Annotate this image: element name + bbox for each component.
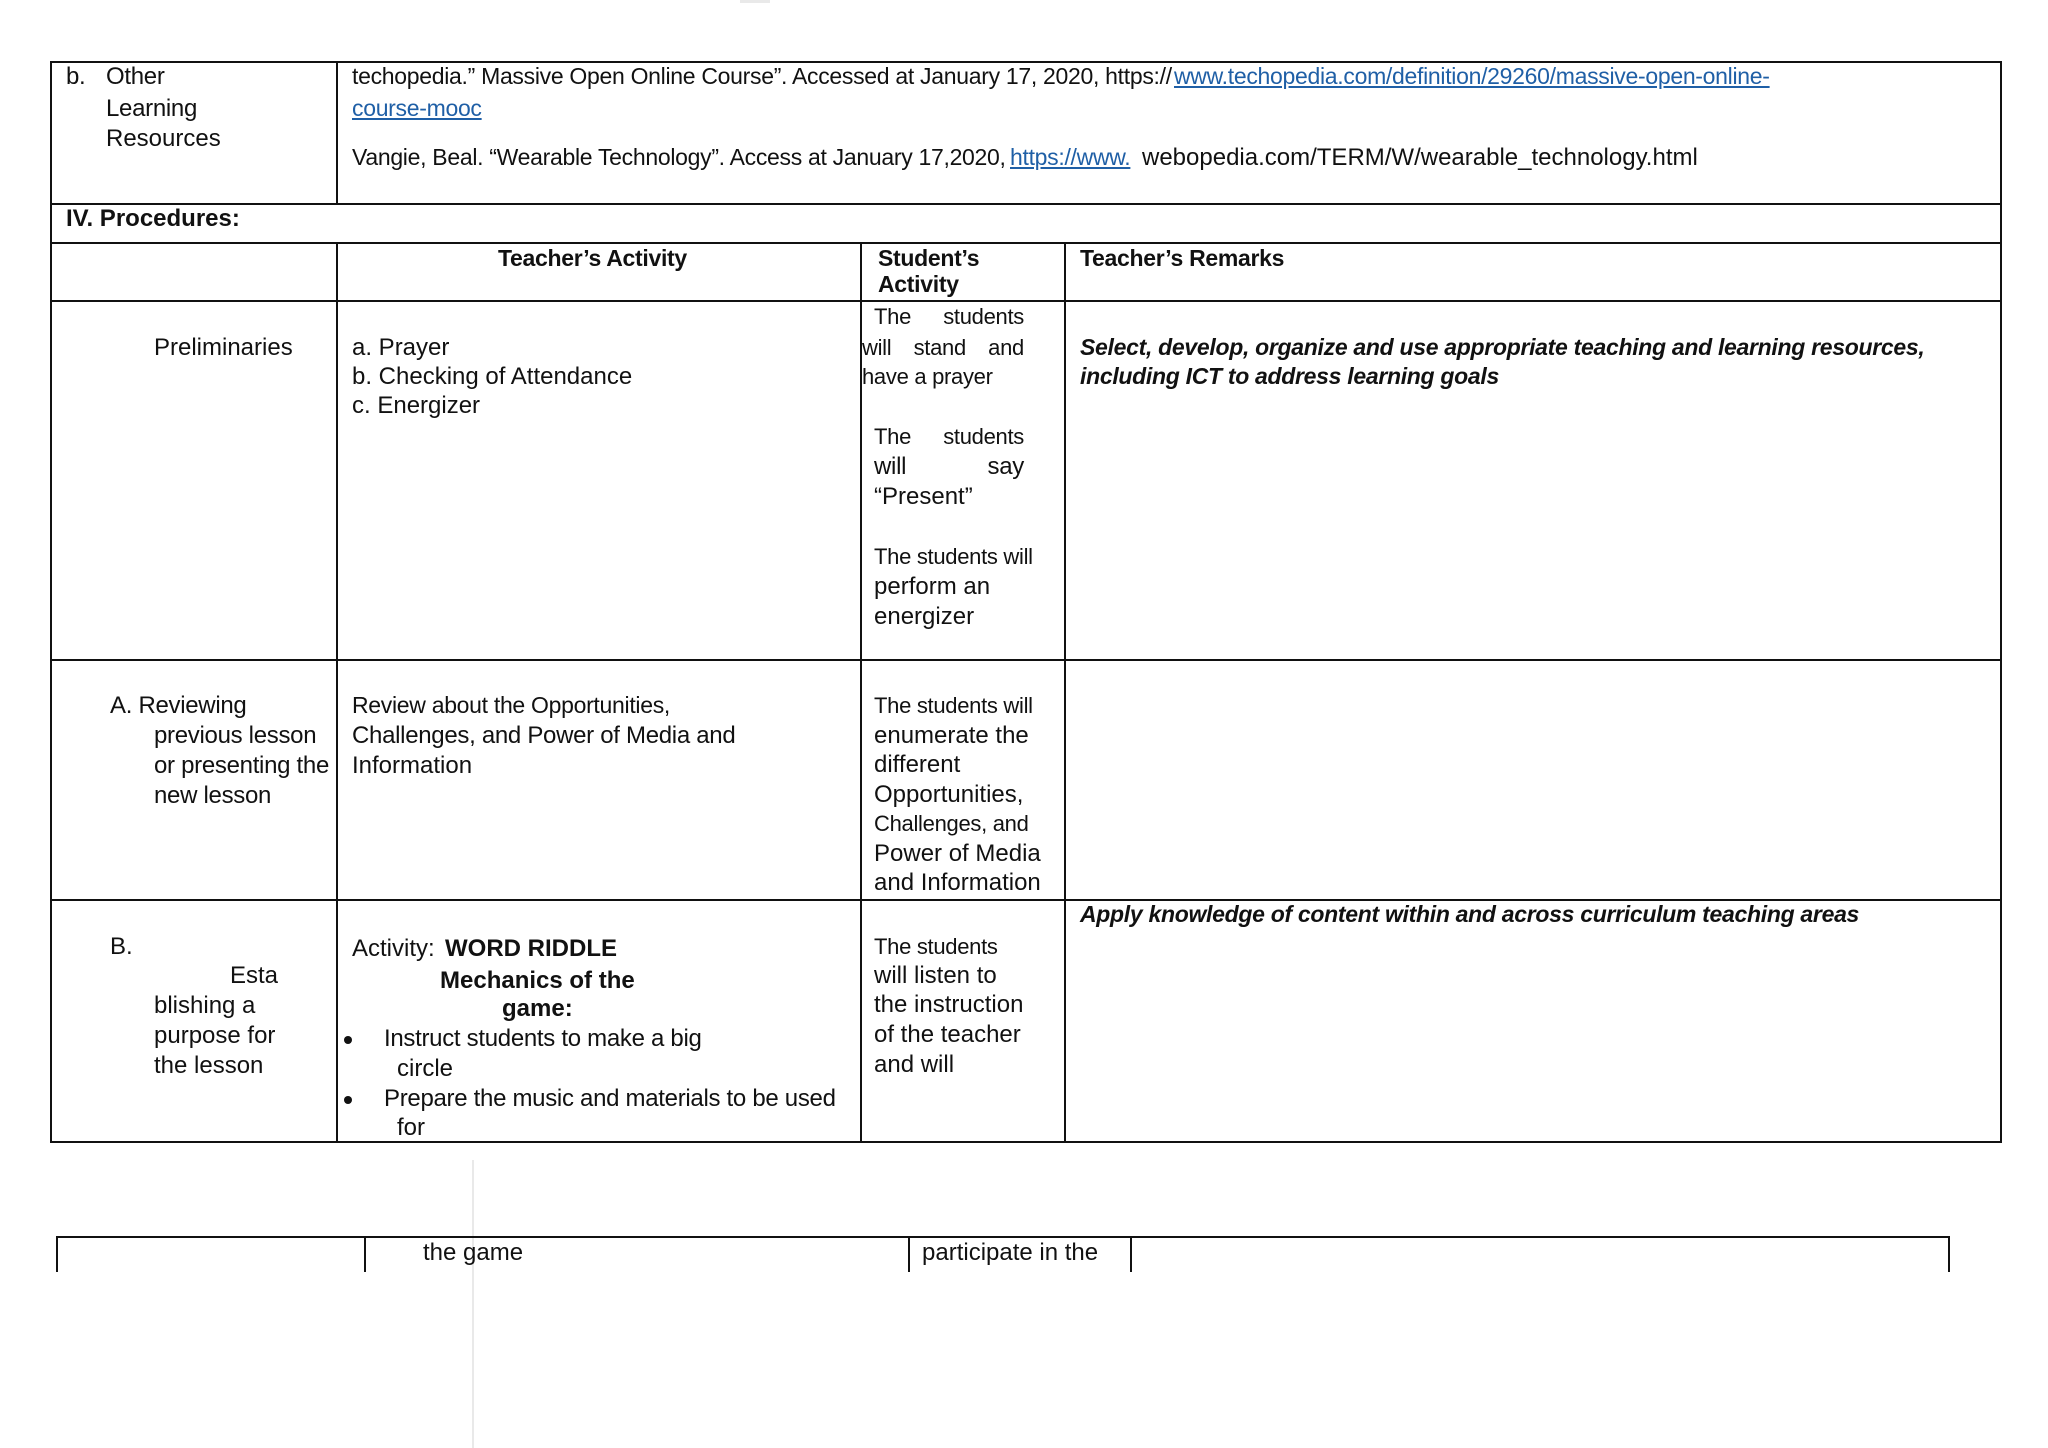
next-table-col-line-1 bbox=[364, 1236, 366, 1272]
resources-label-line-3: Resources bbox=[106, 125, 221, 152]
reviewing-label-line-1: A. Reviewing bbox=[110, 692, 247, 719]
preliminaries-teacher-item-3: c. Energizer bbox=[352, 392, 481, 419]
next-student-continuation: participate in the bbox=[922, 1239, 1099, 1266]
table-line-procedures-bottom bbox=[50, 242, 2002, 244]
establishing-remarks: Apply knowledge of content within and across curriculum teaching areas bbox=[1080, 901, 1860, 927]
establishing-label-line-2: Esta bbox=[230, 962, 279, 989]
header-teacher-remarks: Teacher’s Remarks bbox=[1080, 245, 1285, 271]
reference-1-link-cont[interactable]: course-mooc bbox=[352, 95, 482, 121]
next-table-col-line-3 bbox=[1130, 1236, 1132, 1272]
establishing-student-line-3: the instruction bbox=[874, 991, 1024, 1018]
preliminaries-remarks-line-2: including ICT to address learning goals bbox=[1080, 363, 1499, 389]
reviewing-student-line-7: and Information bbox=[874, 869, 1041, 896]
table-border-bottom bbox=[50, 1141, 2002, 1143]
header-student-activity-line-2: Activity bbox=[878, 271, 959, 297]
preliminaries-student-3-line-2: perform an bbox=[874, 573, 991, 600]
preliminaries-student-3-line-3: energizer bbox=[874, 603, 975, 630]
reviewing-student-line-6: Power of Media bbox=[874, 840, 1041, 867]
preliminaries-student-2-line-1: The students bbox=[874, 424, 1024, 449]
resources-label-line-1: Other bbox=[106, 63, 165, 90]
scan-mark bbox=[740, 0, 770, 3]
next-table-border-right bbox=[1948, 1236, 1950, 1272]
reviewing-student-line-2: enumerate the bbox=[874, 722, 1029, 749]
procedures-heading: IV. Procedures: bbox=[66, 205, 240, 232]
scan-column-shadow bbox=[472, 1160, 474, 1448]
reviewing-teacher-line-3: Information bbox=[352, 752, 473, 779]
preliminaries-student-1-line-2: will stand and bbox=[862, 335, 1024, 360]
preliminaries-student-2-line-2: will say bbox=[874, 453, 1024, 480]
establishing-label-line-1: B. bbox=[110, 933, 133, 960]
activity-title: WORD RIDDLE bbox=[445, 935, 617, 962]
establishing-student-line-5: and will bbox=[874, 1051, 955, 1078]
table-line-preliminaries-bottom bbox=[50, 659, 2002, 661]
reviewing-label-line-3: or presenting the bbox=[154, 752, 330, 779]
establishing-student-line-1: The students bbox=[874, 934, 998, 959]
preliminaries-student-1-line-3: have a prayer bbox=[862, 364, 993, 389]
header-student-activity-line-1: Student’s bbox=[878, 245, 980, 271]
establishing-student-line-2: will listen to bbox=[874, 962, 997, 989]
reviewing-student-line-4: Opportunities, bbox=[874, 781, 1024, 808]
bullet-icon bbox=[344, 1096, 352, 1104]
header-teacher-activity: Teacher’s Activity bbox=[498, 245, 687, 271]
table-col-line-3 bbox=[1064, 242, 1066, 1143]
mechanics-bullet-1-line-1: Instruct students to make a big bbox=[384, 1025, 702, 1052]
next-table-col-line-2 bbox=[908, 1236, 910, 1272]
mechanics-line-2: game: bbox=[502, 995, 573, 1022]
reference-2-link[interactable]: https://www. bbox=[1010, 144, 1131, 170]
preliminaries-student-2-line-3: “Present” bbox=[874, 483, 973, 510]
mechanics-line-1: Mechanics of the bbox=[440, 967, 635, 994]
establishing-label-line-4: purpose for bbox=[154, 1022, 276, 1049]
reviewing-student-line-1: The students will bbox=[874, 693, 1033, 718]
reviewing-student-line-5: Challenges, and bbox=[874, 811, 1029, 836]
preliminaries-remarks-line-1: Select, develop, organize and use appropriate teaching and learning resources, bbox=[1080, 334, 1925, 360]
establishing-student-line-4: of the teacher bbox=[874, 1021, 1021, 1048]
table-border-right bbox=[2000, 61, 2002, 1143]
mechanics-bullet-2-line-2: for bbox=[397, 1114, 426, 1141]
reference-2-text: Vangie, Beal. “Wearable Technology”. Access at January 17,2020, bbox=[352, 144, 1006, 170]
establishing-label-line-5: the lesson bbox=[154, 1052, 264, 1079]
reviewing-label-line-4: new lesson bbox=[154, 782, 272, 809]
table-col-line-1a bbox=[336, 61, 338, 205]
next-teacher-continuation: the game bbox=[423, 1239, 524, 1266]
mechanics-bullet-2-line-1: Prepare the music and materials to be used bbox=[384, 1085, 836, 1112]
bullet-icon bbox=[344, 1036, 352, 1044]
mechanics-bullet-1-line-2: circle bbox=[397, 1055, 454, 1082]
reference-2-tail: webopedia.com/TERM/W/wearable_technology.html bbox=[1142, 144, 1698, 171]
establishing-label-line-3: blishing a bbox=[154, 992, 256, 1019]
resources-label-line-2: Learning bbox=[106, 95, 198, 122]
preliminaries-label: Preliminaries bbox=[154, 334, 293, 361]
preliminaries-student-1-line-1: The students bbox=[874, 304, 1024, 329]
table-line-header-bottom bbox=[50, 300, 2002, 302]
reviewing-label-line-2: previous lesson bbox=[154, 722, 317, 749]
activity-prefix: Activity: bbox=[352, 935, 435, 962]
table-col-line-1b bbox=[336, 242, 338, 1143]
reviewing-teacher-line-2: Challenges, and Power of Media and bbox=[352, 722, 736, 749]
table-border-left bbox=[50, 61, 52, 1143]
preliminaries-student-3-line-1: The students will bbox=[874, 544, 1033, 569]
preliminaries-teacher-item-1: a. Prayer bbox=[352, 334, 450, 361]
reviewing-teacher-line-1: Review about the Opportunities, bbox=[352, 692, 671, 718]
reference-1-link[interactable]: www.techopedia.com/definition/29260/massive-open-online- bbox=[1174, 63, 1770, 89]
preliminaries-teacher-item-2: b. Checking of Attendance bbox=[352, 363, 633, 390]
reference-1-text: techopedia.” Massive Open Online Course”. Accessed at January 17, 2020, https:// bbox=[352, 63, 1172, 89]
resources-label-prefix: b. bbox=[66, 63, 86, 90]
reviewing-student-line-3: different bbox=[874, 751, 961, 778]
next-table-border-left bbox=[56, 1236, 58, 1272]
table-line-resources-bottom bbox=[50, 203, 2002, 205]
